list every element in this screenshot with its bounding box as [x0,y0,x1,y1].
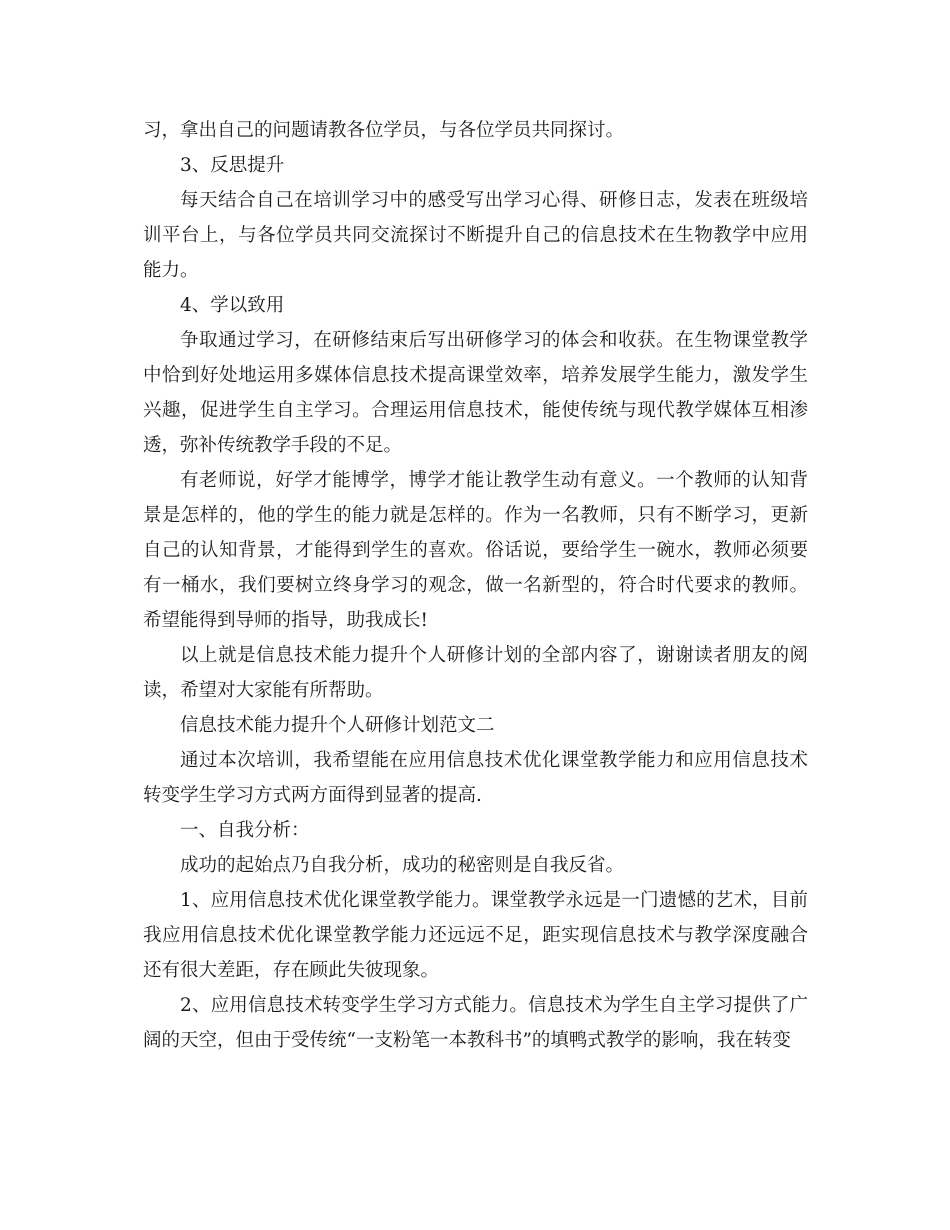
paragraph-continuation: 习，拿出自己的问题请教各位学员，与各位学员共同探讨。 [143,120,625,141]
paragraph-training-goal: 通过本次培训，我希望能在应用信息技术优化课堂教学能力和应用信息技术转变学生学习方式两方面得到显著的提高. [143,750,808,806]
paragraph-reflect-improve: 每天结合自己在培训学习中的感受写出学习心得、研修日志，发表在班级培训平台上，与各位学员共同交流探讨不断提升自己的信息技术在生物教学中应用能力。 [143,190,808,281]
paragraph-apply-learning: 争取通过学习，在研修结束后写出研修学习的体会和收获。在生物课堂教学中恰到好处地运用多媒体信息技术提高课堂效率，培养发展学生能力，激发学生兴趣，促进学生自主学习。合理运用信息技术，能使传统与现代教学媒体互相渗透，弥补传统教学手段的不足。 [143,330,808,456]
section-title-sample-two: 信息技术能力提升个人研修计划范文二 [180,715,495,736]
paragraph-success-quote: 成功的起始点乃自我分析，成功的秘密则是自我反省。 [180,855,625,876]
heading-self-analysis: 一、自我分析： [180,820,310,841]
heading-reflect-improve: 3、反思提升 [180,155,285,176]
paragraph-analysis-item-2: 2、应用信息技术转变学生学习方式能力。信息技术为学生自主学习提供了广阔的天空，但由于受传统“一支粉笔一本教科书”的填鸭式教学的影响，我在转变 [143,995,808,1051]
paragraph-closing: 以上就是信息技术能力提升个人研修计划的全部内容了，谢谢读者朋友的阅读，希望对大家能有所帮助。 [143,645,808,701]
document-body [143,113,808,1058]
heading-apply-learning: 4、学以致用 [180,295,285,316]
paragraph-analysis-item-1: 1、应用信息技术优化课堂教学能力。课堂教学永远是一门遗憾的艺术，目前我应用信息技术优化课堂教学能力还远远不足，距实现信息技术与教学深度融合还有很大差距，存在顾此失彼现象。 [143,890,808,981]
paragraph-teacher-learning: 有老师说，好学才能博学，博学才能让教学生动有意义。一个教师的认知背景是怎样的，他的学生的能力就是怎样的。作为一名教师，只有不断学习，更新自己的认知背景，才能得到学生的喜欢。俗话说，要给学生一碗水，教师必须要有一桶水，我们要树立终身学习的观念，做一名新型的，符合时代要求的教师。希望能得到导师的指导，助我成长! [143,470,808,631]
